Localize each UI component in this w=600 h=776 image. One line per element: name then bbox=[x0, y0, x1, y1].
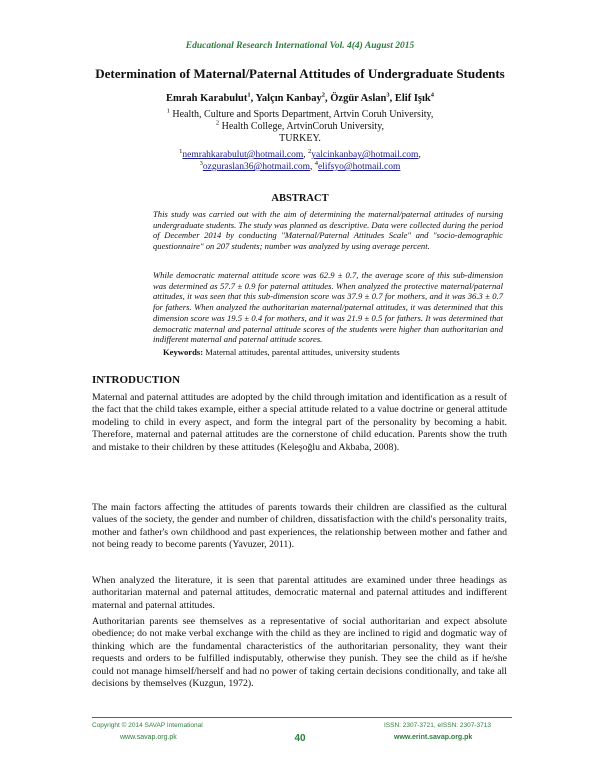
footer-issn: ISSN: 2307-3721, eISSN: 2307-3713 bbox=[384, 722, 491, 729]
author-name: Emrah Karabulut bbox=[166, 93, 248, 104]
author-sup: 2 bbox=[321, 91, 325, 99]
affiliation-country: TURKEY. bbox=[279, 133, 321, 144]
body-paragraph: When analyzed the literature, it is seen that parental attitudes are examined under three headings as authoritarian maternal and paternal attitudes, democratic maternal and paternal attitudes and indifferent maternal and paternal attitudes. bbox=[92, 575, 507, 611]
email-link[interactable]: nemrahkarabulut@hotmail.com bbox=[182, 150, 304, 160]
keywords-text: Maternal attitudes, parental attitudes, university students bbox=[203, 347, 400, 357]
author-sup: 3 bbox=[386, 91, 390, 99]
author-list: Emrah Karabulut$^1$, Yalçın Kanbay$^2$, Özgür Aslan$^3$, Elif Işık$^4$ bbox=[166, 91, 434, 104]
author-sup: 4 bbox=[430, 91, 434, 99]
footer-copyright: Copyright © 2014 SAVAP International bbox=[92, 722, 203, 729]
footer-website-left[interactable]: www.savap.org.pk bbox=[120, 734, 177, 741]
keywords bbox=[163, 347, 523, 357]
author-name: Elif Işık bbox=[394, 93, 431, 104]
footer-website-right[interactable]: www.erint.savap.org.pk bbox=[394, 734, 473, 741]
affiliation-1: $^1$ Health, Culture and Sports Department, Artvin Coruh University, bbox=[166, 107, 434, 120]
author-name: Yalçın Kanbay bbox=[255, 93, 322, 104]
email-line-1: $^1$nemrahkarabulut@hotmail.com, $^2$yalcinkanbay@hotmail.com, bbox=[179, 147, 421, 160]
email-link[interactable]: yalcinkanbay@hotmail.com bbox=[311, 150, 419, 160]
body-paragraph: Authoritarian parents see themselves as a representative of social authoritarian and expect absolute obedience; do not make verbal exchange with the child as they are inclined to rigid and dogmatic way of thinking which are the fundamental characteristics of the authoritarian personality, they want their requests and orders to be fulfilled indisputably, otherwise they punish. They see the child as if he/she could not manage himself/herself and had no power of taking certain decisions conditionally, and take all decisions by themselves (Kuzgun, 1972). bbox=[92, 616, 507, 690]
keywords-label: Keywords: bbox=[163, 347, 204, 357]
email-line-2: $^3$ozguraslan36@hotmail.com, $^4$elifsyo@hotmail.com bbox=[199, 159, 401, 172]
abstract-paragraph: While democratic maternal attitude score was 62.9 ± 0.7, the average score of this sub-dimension was determined as 57.7 ± 0.9 for paternal attitudes. When analyzed the protective maternal/paternal attitudes, it was seen that this sub-dimension score was 37.9 ± 0.7 for mothers, and it was 36.3 ± 0.7 for fathers. When analyzed the authoritarian maternal/paternal attitudes, it was determined that this dimension score was 19.5 ± 0.4 for mothers, and it was 21.9 ± 0.5 for fathers. It was determined that democratic maternal and paternal attitude scores of the students were higher than authoritarian and indifferent maternal and paternal attitude scores. bbox=[153, 270, 503, 345]
body-paragraph: The main factors affecting the attitudes of parents towards their children are classified as the cultural values of the society, the gender and number of children, dissatisfaction with the child's personality traits, mother and father's own childhood and past experiences, the relationship between mother and father and not being ready to become parents (Yavuzer, 2011). bbox=[92, 502, 507, 551]
author-name: Özgür Aslan bbox=[330, 93, 387, 104]
abstract-paragraph: This study was carried out with the aim of determining the maternal/paternal attitudes of nursing undergraduate students. The study was planned as descriptive. Data were collected during the period of December 2014 by conducting "Maternal/Paternal Attitudes Scale" and "socio-demographic questionnaire" on 207 students; number was analyzed by using average percent. bbox=[153, 209, 503, 252]
author-sup: 1 bbox=[247, 91, 251, 99]
affiliation-2: $^2$ Health College, ArtvinCoruh University, bbox=[215, 119, 385, 132]
section-heading: INTRODUCTION bbox=[92, 374, 181, 386]
abstract-heading: ABSTRACT bbox=[271, 193, 329, 204]
page-number: 40 bbox=[294, 733, 306, 744]
email-link[interactable]: ozguraslan36@hotmail.com bbox=[202, 162, 311, 172]
journal-header: Educational Research International Vol. 4(4) August 2015 bbox=[185, 41, 415, 51]
footer-divider bbox=[92, 717, 512, 718]
body-paragraph: Maternal and paternal attitudes are adopted by the child through imitation and identification as a result of the fact that the child takes example, either a special attitude related to a value doctrine or general attitude modeling to child in every aspect, and form the integral part of the personality by becoming a habit. Therefore, maternal and paternal attitudes are the cornerstone of child education. Parents show the truth and mistake to their children by these attitudes (Keleşoğlu and Akbaba, 2008). bbox=[92, 392, 507, 453]
email-link[interactable]: elifsyo@hotmail.com bbox=[318, 162, 401, 172]
paper-title: Determination of Maternal/Paternal Attitudes of Undergraduate Students bbox=[95, 66, 505, 81]
